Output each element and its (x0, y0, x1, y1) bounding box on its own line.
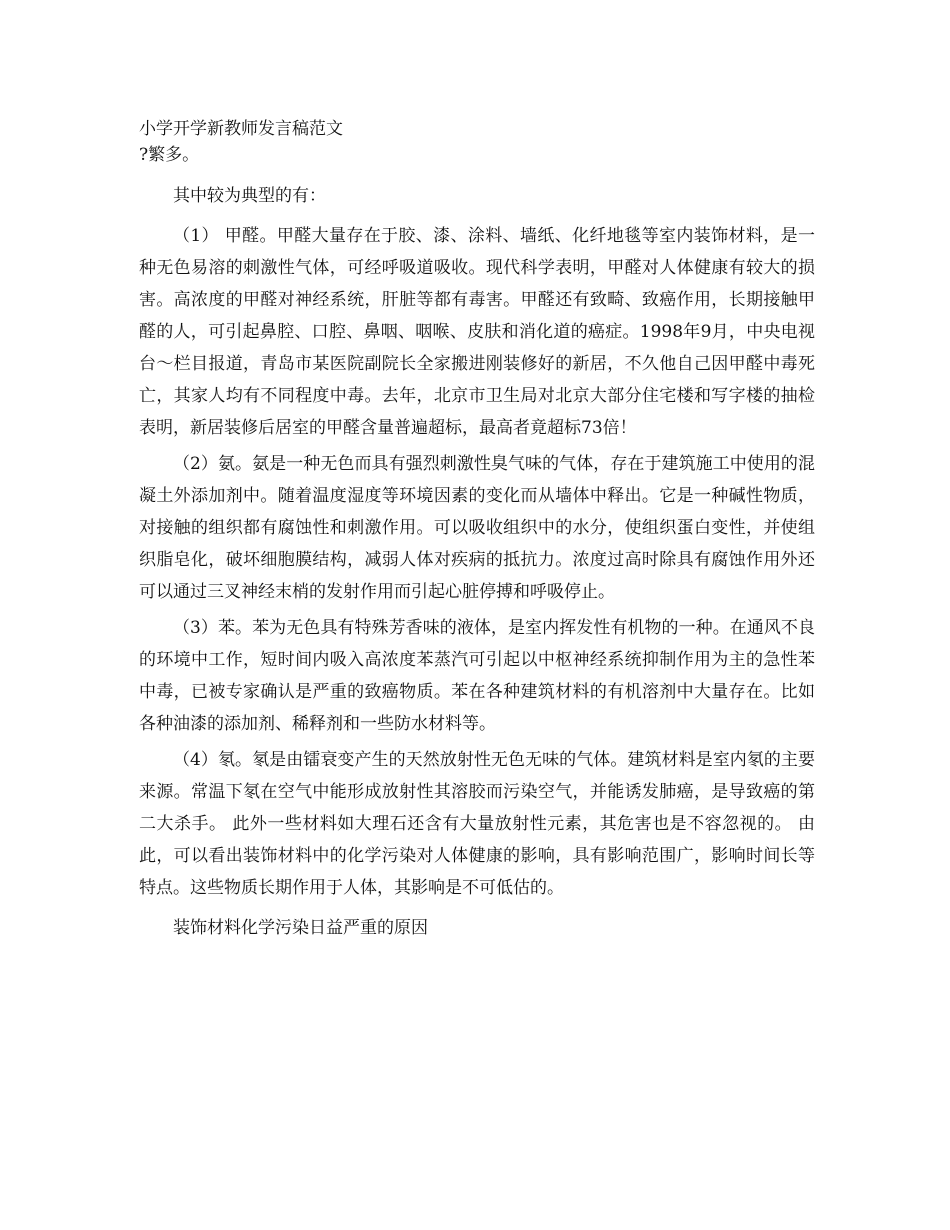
paragraph-radon: （4）氡。氡是由镭衰变产生的天然放射性无色无味的气体。建筑材料是室内氡的主要来源。常温下氡在空气中能形成放射性其溶胶而污染空气，并能诱发肺癌，是导致癌的第二大杀手。 此外一些材料如大理石还含有大量放射性元素，其危害也是不容忽视的。 由此，可以看出装饰材料中的化学污染对人体健康的影响，具有影响范围广，影响时间长等特点。这些物质长期作用于人体，其影响是不可低估的。 (139, 750, 815, 898)
paragraph-section-heading: 装饰材料化学污染日益严重的原因 (173, 918, 428, 938)
document-title: 小学开学新教师发言稿范文 (139, 119, 343, 139)
document-body (139, 116, 815, 952)
text-fragment: ?繁多。 (139, 145, 200, 165)
paragraph-benzene: （3）苯。苯为无色具有特殊芳香味的液体，是室内挥发性有机物的一种。在通风不良的环境中工作，短时间内吸入高浓度苯蒸汽可引起以中枢神经系统抑制作用为主的急性苯中毒，已被专家确认是严重的致癌物质。苯在各种建筑材料的有机溶剂中大量存在。比如各种油漆的添加剂、稀释剂和一些防水材料等。 (139, 618, 815, 734)
paragraph-intro: 其中较为典型的有： (173, 186, 326, 206)
paragraph-ammonia: （2）氨。氨是一种无色而具有强烈刺激性臭气味的气体，存在于建筑施工中使用的混凝土外添加剂中。随着温度湿度等环境因素的变化而从墙体中释出。它是一种碱性物质，对接触的组织都有腐蚀性和刺激作用。可以吸收组织中的水分，使组织蛋白变性，并使组织脂皂化，破坏细胞膜结构，减弱人体对疾病的抵抗力。浓度过高时除具有腐蚀作用外还可以通过三叉神经末梢的发射作用而引起心脏停搏和呼吸停止。 (139, 454, 815, 602)
paragraph-formaldehyde: （1） 甲醛。甲醛大量存在于胶、漆、涂料、墙纸、化纤地毯等室内装饰材料，是一种无色易溶的刺激性气体，可经呼吸道吸收。现代科学表明，甲醛对人体健康有较大的损害。高浓度的甲醛对神经系统，肝脏等都有毒害。甲醛还有致畸、致癌作用，长期接触甲醛的人，可引起鼻腔、口腔、鼻咽、咽喉、皮肤和消化道的癌症。1998年9月，中央电视台～栏目报道，青岛市某医院副院长全家搬进刚装修好的新居，不久他自己因甲醛中毒死亡，其家人均有不同程度中毒。去年，北京市卫生局对北京大部分住宅楼和写字楼的抽检表明，新居装修后居室的甲醛含量普遍超标，最高者竟超标73倍！ (139, 226, 815, 438)
